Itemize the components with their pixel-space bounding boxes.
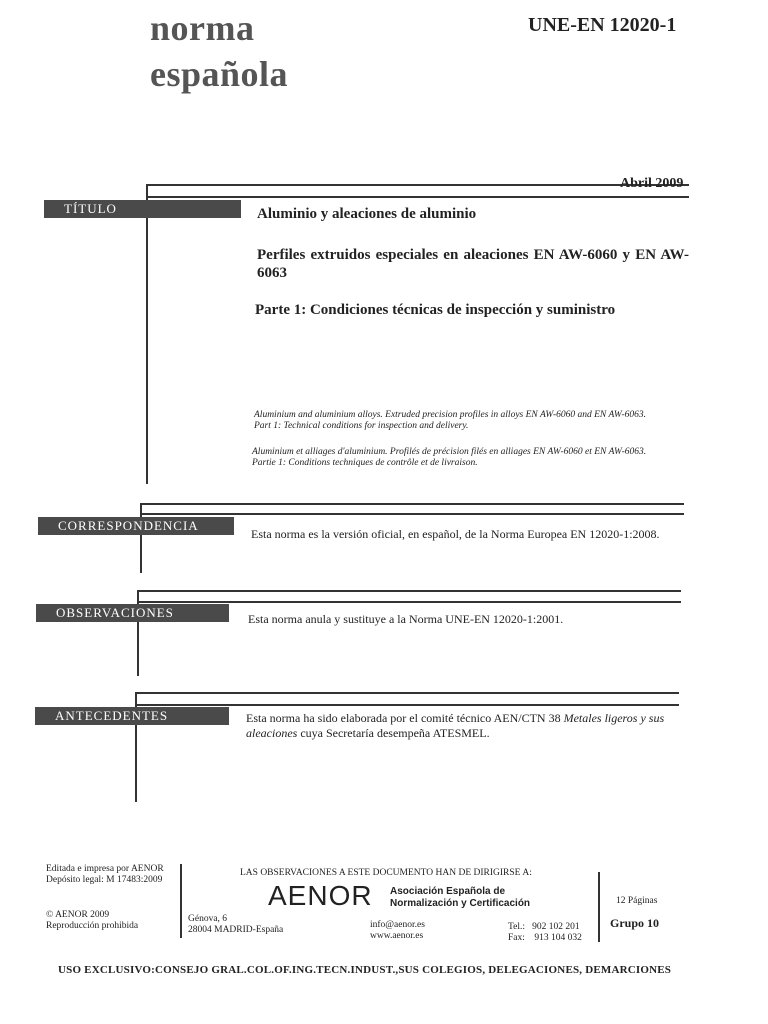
antecedentes-text-b: cuya Secretaría desempeña ATESMEL. [297, 726, 490, 740]
address-line-2: 28004 MADRID-España [188, 925, 284, 935]
observaciones-text: Esta norma anula y sustituye a la Norma UNE-EN 12020-1:2001. [248, 612, 564, 626]
uso-exclusivo: USO EXCLUSIVO:CONSEJO GRAL.COL.OF.ING.TECN.INDUST.,SUS COLEGIOS, DELEGACIONES, DEMARCIONES [58, 964, 672, 976]
antecedentes-top-rule [136, 692, 679, 694]
observaciones-label: OBSERVACIONES [36, 604, 229, 622]
titulo-top-rule [147, 184, 689, 186]
antecedentes-text [246, 711, 681, 741]
title-fr-line-1: Aluminium et alliages d'aluminium. Profilés de précision filés en alliages EN AW-6060 et EN AW-6063. [252, 447, 647, 457]
antecedentes-second-rule [136, 704, 679, 706]
footer-right-divider [598, 872, 600, 942]
tel-label: Tel.: [508, 922, 526, 932]
correspondencia-vertical-rule [140, 503, 142, 573]
brand-line-2: española [150, 54, 289, 94]
copyright-line-1: © AENOR 2009 [46, 910, 110, 920]
correspondencia-second-rule [141, 513, 684, 515]
edit-line-1: Editada e impresa por AENOR [46, 864, 164, 874]
correspondencia-text: Esta norma es la versión oficial, en español, de la Norma Europea EN 12020-1:2008. [251, 527, 660, 541]
antecedentes-text-a: Esta norma ha sido elaborada por el comité técnico AEN/CTN 38 [246, 711, 564, 725]
title-en-block [254, 410, 686, 432]
org-name [390, 886, 530, 910]
footer-left-divider [180, 864, 182, 938]
org-name-line-2: Normalización y Certificación [390, 898, 531, 909]
titulo-vertical-rule [146, 184, 148, 484]
title-es: Aluminio y aleaciones de aluminio [257, 206, 477, 222]
contact-web [370, 920, 425, 942]
part-es: Parte 1: Condiciones técnicas de inspección y suministro [255, 302, 616, 318]
observaciones-top-rule [138, 590, 681, 592]
titulo-label: TÍTULO [44, 200, 241, 218]
title-fr-block [252, 447, 684, 469]
observaciones-vertical-rule [137, 590, 139, 676]
edit-line-2: Depósito legal: M 17483:2009 [46, 875, 163, 885]
title-en-line-2: Part 1: Technical conditions for inspection and delivery. [254, 421, 469, 431]
org-name-line-1: Asociación Española de [390, 886, 506, 897]
antecedentes-label: ANTECEDENTES [35, 707, 229, 725]
web-link[interactable]: www.aenor.es [370, 931, 424, 941]
fax-number: 913 104 032 [534, 933, 582, 943]
address-line-1: Génova, 6 [188, 914, 228, 924]
tel-number: 902 102 201 [532, 922, 580, 932]
observaciones-heading: LAS OBSERVACIONES A ESTE DOCUMENTO HAN DE DIRIGIRSE A: [240, 868, 532, 878]
address [188, 914, 283, 936]
email-link[interactable]: info@aenor.es [370, 920, 425, 930]
observaciones-second-rule [138, 601, 681, 603]
phone-fax [508, 922, 582, 944]
aenor-logo: AENOR [268, 880, 373, 911]
page-count: 12 Páginas [616, 896, 658, 906]
antecedentes-committee-name: Metales ligeros y sus aleaciones [246, 711, 665, 740]
title-fr-line-2: Partie 1: Conditions techniques de contrôle et de livraison. [252, 458, 478, 468]
copyright-line-2: Reproducción prohibida [46, 921, 139, 931]
standard-code: UNE-EN 12020-1 [528, 14, 677, 36]
editorial-info [46, 864, 164, 886]
fax-label: Fax: [508, 933, 525, 943]
subtitle-es: Perfiles extruidos especiales en aleaciones EN AW-6060 y EN AW-6063 [257, 247, 689, 281]
title-en-line-1: Aluminium and aluminium alloys. Extruded precision profiles in alloys EN AW-6060 and EN AW-6063. [254, 410, 647, 420]
publication-date: Abril 2009 [620, 176, 684, 191]
brand-line-1: norma [150, 8, 255, 48]
titulo-second-rule [147, 196, 689, 198]
grupo: Grupo 10 [610, 916, 660, 930]
correspondencia-label: CORRESPONDENCIA [38, 517, 234, 535]
copyright-info [46, 910, 138, 932]
correspondencia-top-rule [141, 503, 684, 505]
